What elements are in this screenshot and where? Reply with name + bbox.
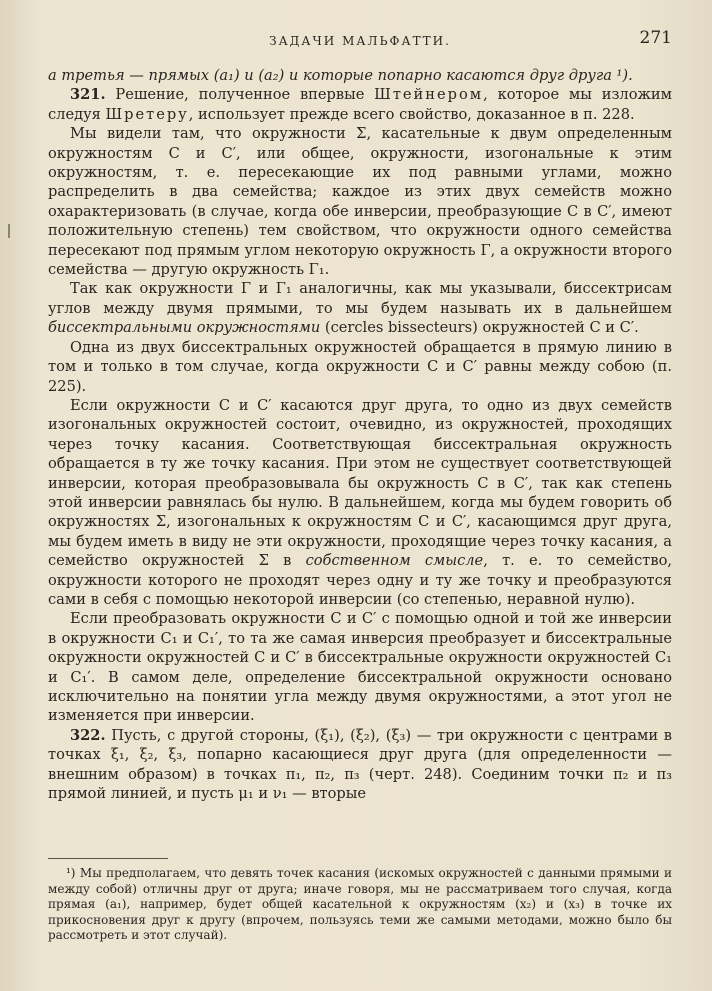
paragraph (48, 279, 672, 337)
paragraph-322 (48, 726, 672, 804)
section-number: 321. (70, 86, 106, 104)
paragraph-text: (cercles bissecteurs) окружностей C и C′. (320, 319, 639, 337)
paragraph-text: , использует прежде всего свойство, доказанное в п. 228. (188, 105, 635, 123)
paragraph: Если преобразовать окружности C и C′ с помощью одной и той же инверсии в окружности C₁ и C₁′, то та же самая инверсия преобразует и биссектральные окружности окружностей C и C′ в биссектральные окружности окружностей C₁ и C₁′. В самом деле, определение биссектральной окружности основано исключительно на понятии угла между двумя окружностями, а этот угол не изменяется при инверсии. (48, 610, 672, 725)
paragraph-text: Так как окружности Γ и Γ₁ аналогичны, как мы указывали, биссектрисам углов между двумя прямыми, то мы будем называть их в дальнейшем (48, 280, 672, 317)
paragraph-text: , т. е. то семейство, окружности которого не проходят через одну и ту же точку и преобразуются сами в себя с помощью некоторой инверсии (со степенью, неравной нулю). (48, 552, 672, 608)
section-number: 322. (70, 726, 106, 744)
paragraph-continuation: а третья — прямых (a₁) и (a₂) и которые попарно касаются друг друга ¹). (48, 67, 633, 84)
paragraph (48, 396, 672, 609)
running-title: ЗАДАЧИ МАЛЬФАТТИ. (269, 34, 451, 48)
body-text (48, 66, 672, 803)
emphasized-term: биссектральными окружностями (48, 319, 321, 337)
page-number: 271 (639, 28, 672, 48)
author-name: Шретеру (105, 105, 189, 123)
margin-mark (8, 224, 10, 238)
author-name: Штейнером (374, 86, 484, 104)
paragraph-text: Если окружности C и C′ касаются друг друга, то одно из двух семейств изогональных окружностей состоит, очевидно, из окружностей, проходящих через точку касания. Соответствующая биссектральная окружность обращается в ту же точку касания. При этом не существует соответствующей инверсии, которая преобразовывала бы окружность C в C′, так как степень этой инверсии равнялась бы нулю. В дальнейшем, когда мы будем говорить об окружностях Σ, изогональных к окружностям C и C′, касающимся друг друга, мы будем иметь в виду не эти окружности, проходящие через точку касания, а семейство окружностей Σ в (48, 396, 672, 570)
paragraph-321 (48, 85, 672, 124)
emphasized-term: собственном смысле (305, 552, 484, 570)
paragraph: Мы видели там, что окружности Σ, касательные к двум определенным окружностям C и C′, или общее, окружности, изогональные к этим окружностям, т. е. пересекающие их под равными углами, можно распределить в два семейства; каждое из этих двух семейств можно охарактеризовать (в случае, когда обе инверсии, преобразующие C в C′, имеют положительную степень) тем свойством, что окружности одного семейства пересекают под прямым углом некоторую окружность Γ, а окружности второго семейства — другую окружность Γ₁. (48, 125, 672, 279)
footnote: ¹) Мы предполагаем, что девять точек касания (искомых окружностей с данными прямыми и между собой) отличны друг от друга; иначе говоря, мы не рассматриваем того случая, когда прямая (a₁), например, будет общей касательной к окружностям (x₂) и (x₃) в точке их прикосновения друг к другу (впрочем, пользуясь теми же самыми методами, можно было бы рассмотреть и этот случай). (48, 866, 672, 942)
paragraph-text: Решение, полученное впервые (105, 86, 375, 104)
paragraph: Одна из двух биссектральных окружностей обращается в прямую линию в том и только в том случае, когда окружности C и C′ равны между собою (п. 225). (48, 338, 672, 395)
paragraph-text: , которое мы изложим следуя (48, 86, 672, 123)
page-header (48, 28, 672, 52)
footnote-divider (48, 858, 168, 859)
paragraph-text: Пусть, с другой стороны, (ξ₁), (ξ₂), (ξ₃) — три окружности с центрами в точках ξ₁, ξ₂, ξ₃, попарно касающиеся друг друга (для определенности — внешним образом) в точках π₁, π₂, π₃ (черт. 248). Соединим точки π₂ и π₃ прямой линией, и пусть μ₁ и ν₁ — вторые (48, 726, 672, 803)
